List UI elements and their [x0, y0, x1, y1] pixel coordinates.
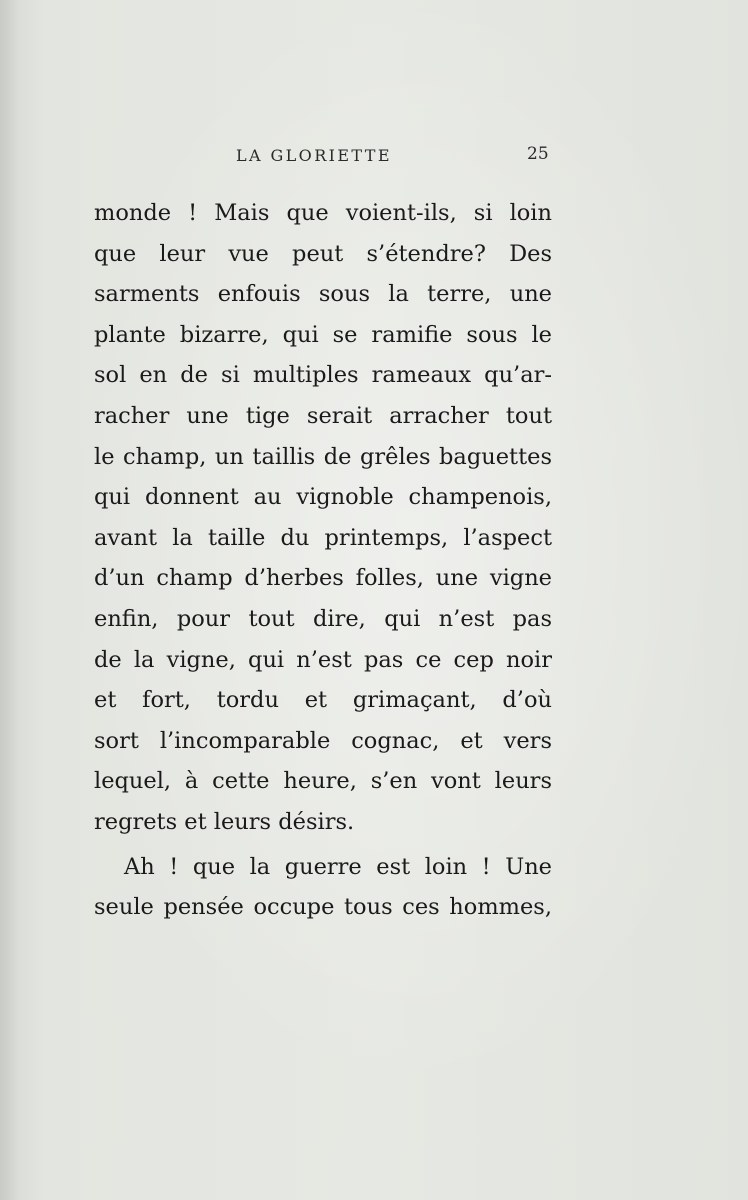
text-line: Ah ! que la guerre est loin ! Une — [124, 853, 552, 880]
text-line: avant la taille du printemps, l’aspect — [94, 524, 552, 551]
text-line: le champ, un taillis de grêles baguettes — [94, 443, 552, 470]
text-line: racher une tige serait arracher tout — [94, 402, 552, 429]
text-line: de la vigne, qui n’est pas ce cep noir — [94, 646, 552, 673]
text-line: d’un champ d’herbes folles, une vigne — [94, 565, 552, 592]
text-line: monde ! Mais que voient-ils, si loin — [94, 200, 552, 226]
text-line: sort l’incomparable cognac, et vers — [94, 727, 552, 754]
text-line: qui donnent au vignoble champenois, — [94, 484, 552, 511]
page-gutter-shadow — [0, 0, 18, 1200]
paragraph — [94, 193, 552, 843]
body-text — [94, 193, 552, 928]
running-head-title: LA GLORIETTE — [236, 146, 392, 165]
paragraph — [94, 847, 552, 928]
text-line: seule pensée occupe tous ces hommes, — [94, 894, 552, 921]
page-number: 25 — [527, 144, 549, 164]
text-line: enfin, pour tout dire, qui n’est pas — [94, 605, 552, 632]
text-line: et fort, tordu et grimaçant, d’où — [94, 687, 552, 714]
text-line: sarments enfouis sous la terre, une — [94, 281, 552, 308]
text-line: sol en de si multiples rameaux qu’ar- — [94, 362, 552, 389]
text-line: lequel, à cette heure, s’en vont leurs — [94, 768, 552, 795]
text-line: que leur vue peut s’étendre? Des — [94, 240, 552, 267]
text-line: plante bizarre, qui se ramifie sous le — [94, 321, 552, 348]
text-line: regrets et leurs désirs. — [94, 808, 355, 835]
